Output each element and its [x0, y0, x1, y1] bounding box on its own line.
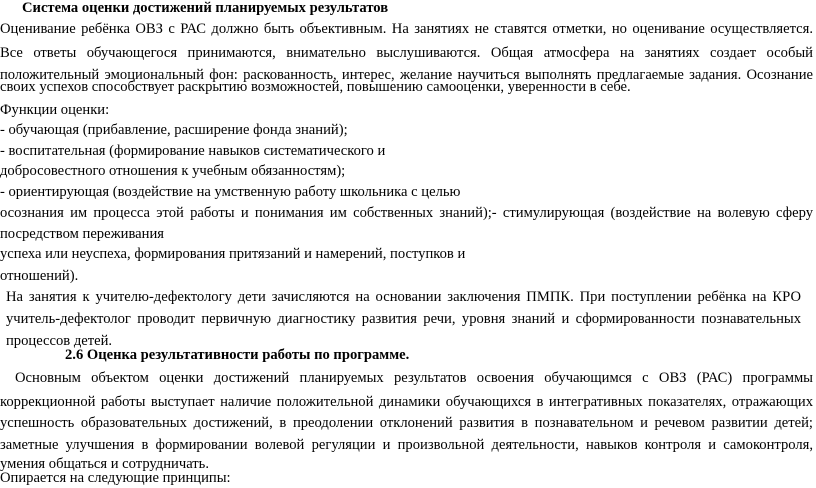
- paragraph-line: Все ответы обучающегося принимаются, внимательно выслушиваются. Общая атмосфера на занятиях создает особый: [0, 45, 813, 61]
- pmpk-line: учитель-дефектолог проводит первичную диагностику развития речи, уровня знаний и сформированности познавательных: [6, 311, 801, 327]
- function-item: осознания им процесса этой работы и понимания им собственных знаний);- стимулирующая (воздействие на волевую сферу: [0, 205, 813, 221]
- paragraph-line: своих успехов способствует раскрытию возможностей, повышению самооценки, уверенности в себе.: [0, 79, 631, 95]
- pmpk-line: процессов детей.: [6, 333, 113, 349]
- function-item: - воспитательная (формирование навыков систематического и: [0, 143, 386, 159]
- paragraph-line: Основным объектом оценки достижений планируемых результатов освоения обучающимся с ОВЗ (РАС) программы: [15, 370, 813, 386]
- function-item: - ориентирующая (воздействие на умственную работу школьника с целью: [0, 184, 461, 200]
- section-title: Система оценки достижений планируемых результатов: [22, 0, 389, 16]
- paragraph-line: коррекционной работы выступает наличие положительной динамики обучающихся в интегративных показателях, отражающих: [0, 394, 813, 410]
- paragraph-line: умения общаться и сотрудничать.: [0, 456, 209, 472]
- function-item: добросовестного отношения к учебным обязанностям);: [0, 163, 346, 179]
- paragraph-line: успешность образовательных достижений, в преодолении отклонений развития в познавательном и речевом развитии детей;: [0, 415, 813, 431]
- paragraph-line: положительный эмоциональный фон: раскованность, интерес, желание научиться выполнять предлагаемые задания. Осознание: [0, 67, 813, 83]
- function-item: посредством переживания: [0, 226, 164, 242]
- functions-heading: Функции оценки:: [0, 102, 110, 118]
- paragraph-line: Оценивание ребёнка ОВЗ с РАС должно быть объективным. На занятиях не ставятся отметки, но оценивание осуществляется.: [0, 21, 813, 37]
- paragraph-line: заметные улучшения в формировании волевой регуляции и произвольной деятельности, навыков контроля и самоконтроля,: [0, 437, 813, 453]
- function-item: - обучающая (прибавление, расширение фонда знаний);: [0, 122, 348, 138]
- section-title: 2.6 Оценка результативности работы по программе.: [65, 347, 410, 363]
- function-item: отношений).: [0, 268, 79, 284]
- pmpk-line: На занятия к учителю-дефектологу дети зачисляются на основании заключения ПМПК. При поступлении ребёнка на КРО: [6, 289, 801, 305]
- function-item: успеха или неуспеха, формирования притязаний и намерений, поступков и: [0, 246, 466, 262]
- principles-heading: Опирается на следующие принципы:: [0, 470, 231, 486]
